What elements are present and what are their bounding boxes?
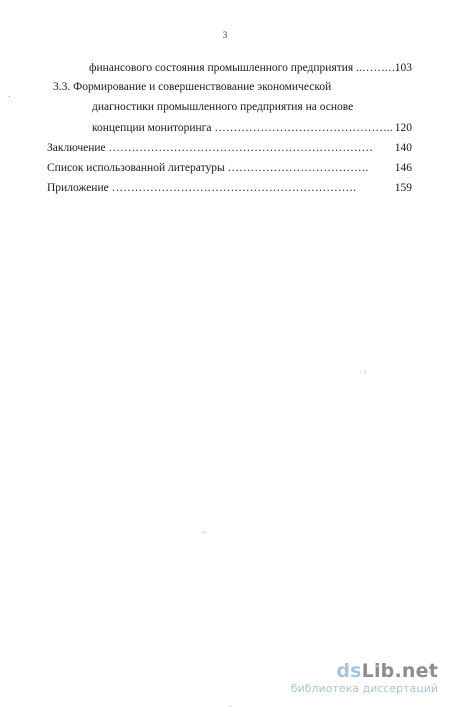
toc-line-conclusion: Заключение …………………………………………………………… bbox=[47, 142, 374, 154]
page-number: 3 bbox=[222, 30, 228, 40]
toc-page-140: 140 bbox=[394, 142, 412, 154]
watermark-logo bbox=[291, 660, 438, 682]
watermark-logo-lib: Lib.net bbox=[361, 660, 438, 682]
dslib-watermark bbox=[291, 660, 438, 696]
watermark-tagline: библиотека диссертаций bbox=[290, 682, 438, 695]
toc-page-146: 146 bbox=[394, 162, 412, 174]
toc-page-120: 120 bbox=[394, 122, 412, 134]
toc-page-159: 159 bbox=[394, 182, 412, 194]
toc-line-diagnostics: диагностики промышленного предприятия на основе bbox=[92, 101, 354, 113]
toc-line-monitoring-concept: концепции мониторинга ……………………………………….. bbox=[92, 122, 393, 134]
watermark-logo-ds: ds bbox=[336, 660, 362, 682]
toc-page-103: 103 bbox=[394, 62, 412, 74]
toc-line-bibliography: Список использованной литературы ………………………………. bbox=[47, 162, 369, 174]
toc-line-appendix: Приложение ………………………………………………………. bbox=[47, 182, 356, 194]
toc-line-financial-state: финансового состояния промышленного предприятия ..…….… bbox=[89, 62, 400, 74]
toc-line-section-3-3: 3.3. Формирование и совершенствование экономической bbox=[53, 81, 332, 93]
